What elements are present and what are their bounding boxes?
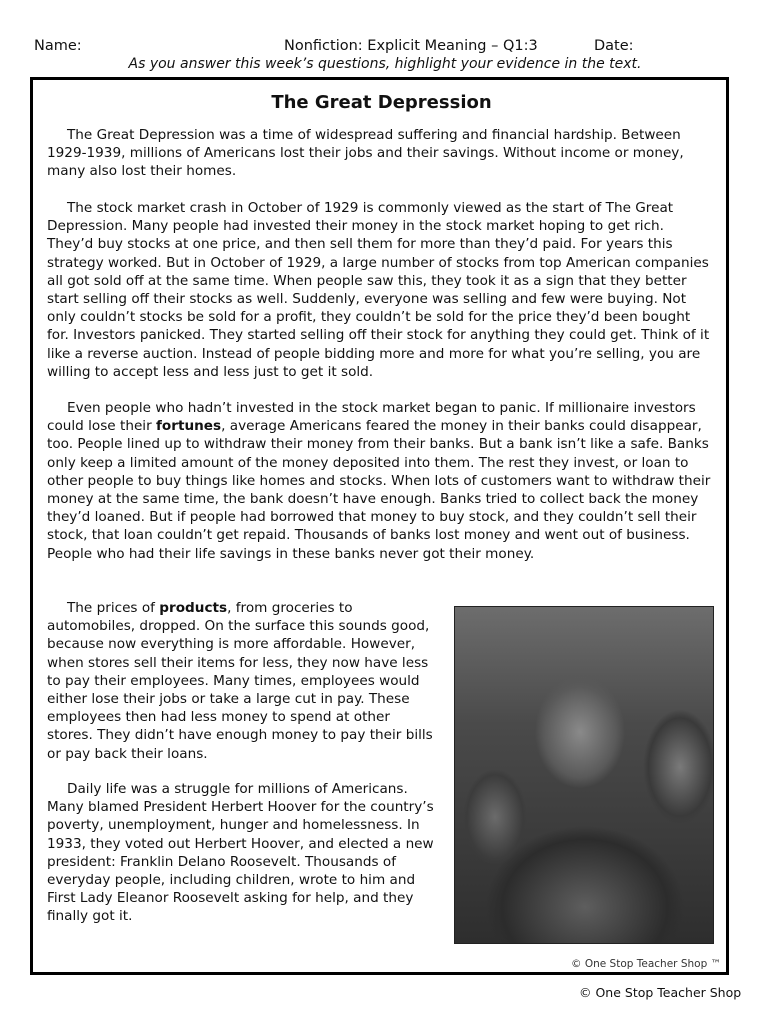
footer-credit: © One Stop Teacher Shop bbox=[579, 985, 742, 1000]
paragraph-5 bbox=[47, 780, 439, 926]
paragraph-4 bbox=[47, 599, 439, 763]
paragraph-3 bbox=[47, 399, 711, 563]
paragraph-1 bbox=[47, 126, 711, 181]
paragraph-3-text-a: Even people who hadn’t invested in the stock market began to panic. If millionaire investors could lose their bbox=[47, 400, 696, 435]
paragraph-4-text-a: The prices of bbox=[67, 600, 160, 616]
vocab-fortunes: fortunes bbox=[156, 418, 222, 435]
paragraph-2-text: The stock market crash in October of 1929 is commonly viewed as the start of The Great Depression. Many people had invested their money in the stock market hoping to get rich. They’d buy stocks at one price, and then sell them for more than they’d paid. For years this strategy worked. But in October of 1929, a large number of stocks from top American companies all got sold off at the same time. When people saw this, they took it as a sign that they better start selling off their stocks as well. Suddenly, everyone was selling and few were buying. Not only couldn’t stocks be sold for a profit, they couldn’t be sold for the price they’d been bought for. Investors panicked. They started selling off their stock for anything they could get. Think of it like a reverse auction. Instead of people bidding more and more for what you’re selling, you are willing to accept less and less just to get it sold. bbox=[47, 200, 710, 380]
worksheet-title: Nonfiction: Explicit Meaning – Q1:3 bbox=[284, 38, 538, 54]
instructions: As you answer this week’s questions, highlight your evidence in the text. bbox=[128, 56, 642, 72]
paragraph-3-text-b: , average Americans feared the money in their banks could disappear, too. People lined up to withdraw their money from their banks. But a bank isn’t like a safe. Banks only keep a limited amount of the money deposited into them. The rest they invest, or loan to other people to buy things like homes and stocks. When lots of customers want to withdraw their money at the same time, the bank doesn’t have enough. Banks tried to collect back the money they’d loaned. But if people had borrowed that money to buy stock, and they couldn’t sell their stock, that loan couldn’t get repaid. Thousands of banks lost money and went out of business. People who had their life savings in these banks never got their money. bbox=[47, 418, 711, 562]
worksheet-header bbox=[34, 38, 694, 56]
paragraph-4-text-b: , from groceries to automobiles, dropped. On the surface this sounds good, because now everything is more affordable. However, when stores sell their items for less, they now have less to pay their employees. Many times, employees would either lose their jobs or take a large cut in pay. These employees then had less money to spend at other stores. They didn’t have enough money to pay their bills or pay back their loans. bbox=[47, 600, 433, 762]
date-label: Date: bbox=[594, 38, 634, 54]
photo-credit: © One Stop Teacher Shop ™ bbox=[571, 958, 722, 970]
paragraph-5-text: Daily life was a struggle for millions of Americans. Many blamed President Herbert Hoover for the country’s poverty, unemployment, hunger and homelessness. In 1933, they voted out Herbert Hoover, and elected a new president: Franklin Delano Roosevelt. Thousands of everyday people, including children, wrote to him and First Lady Eleanor Roosevelt asking for help, and they finally got it. bbox=[47, 781, 434, 925]
migrant-mother-photo bbox=[454, 606, 714, 944]
paragraph-1-text: The Great Depression was a time of widespread suffering and financial hardship. Between 1929-1939, millions of Americans lost their jobs and their savings. Without income or money, many also lost their homes. bbox=[47, 127, 684, 180]
article-title: The Great Depression bbox=[271, 92, 492, 113]
vocab-products: products bbox=[159, 600, 228, 616]
paragraph-2 bbox=[47, 199, 711, 381]
name-label: Name: bbox=[34, 38, 82, 54]
